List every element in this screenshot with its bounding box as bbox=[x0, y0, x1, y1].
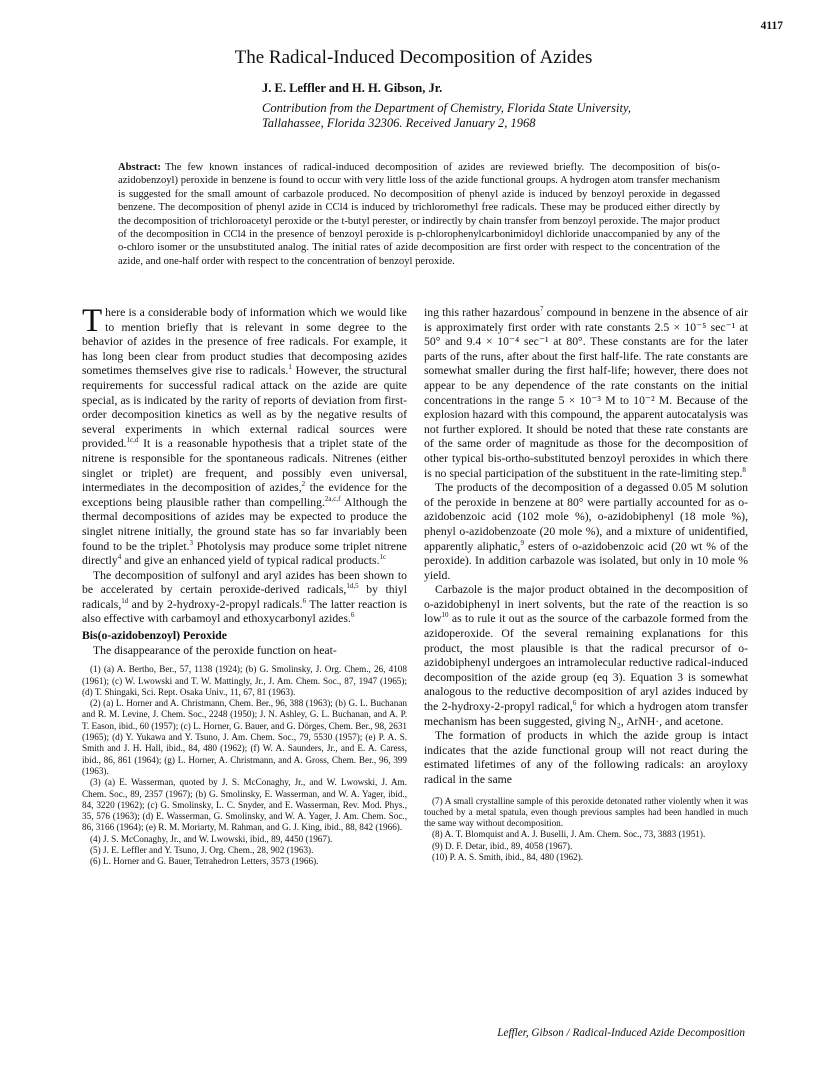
ref-mark: 7 bbox=[539, 305, 544, 314]
footnote: (2) (a) L. Horner and A. Christmann, Chem. Ber., 96, 388 (1963); (b) G. L. Buchanan and R. M. Levine, J. Chem. Soc., 2248 (1950); J. N. Ashley, G. L. Buchanan, and A. P. T. Eason, ibid., 60 (1957); (c) L. Horner, G. Bauer, and G. Dörges, Chem. Ber., 98, 2631 (1965); (d) Y. Yukawa and Y. Tsuno, J. Am. Chem. Soc., 79, 5530 (1957); (e) P. A. S. Smith and J. H. Hall, ibid., 84, 480 (1962); (f) W. A. Saunders, Jr., and E. A. Caress, ibid., 86, 861 (1964); (g) L. Horner, A. Christmann, and A. Gross, Chem. Ber., 96, 399 (1963). bbox=[82, 698, 408, 776]
page-number: 4117 bbox=[760, 20, 783, 32]
ref-mark: 4 bbox=[117, 553, 122, 562]
affiliation-line-1: Contribution from the Department of Chemistry, Florida State University, bbox=[262, 101, 631, 115]
ref-mark: 8 bbox=[742, 465, 746, 474]
footnote: (8) A. T. Blomquist and A. J. Buselli, J. Am. Chem. Soc., 73, 3883 (1951). bbox=[432, 829, 706, 840]
para2-text-2: by thiyl radicals, bbox=[82, 583, 407, 611]
ref-mark: 1c,d bbox=[126, 436, 139, 445]
intro-paragraph-1 bbox=[82, 303, 407, 569]
products-text-2: esters of o-azidobenzoic acid (20 wt % of the peroxide). In addition carbazole was isolated, but only in 10 mole % yield. bbox=[424, 539, 749, 582]
abstract bbox=[118, 161, 720, 268]
ref-mark: 6 bbox=[350, 611, 355, 620]
left-column bbox=[82, 303, 408, 868]
ref-mark: 10 bbox=[441, 611, 449, 620]
right-text-1: ing this rather hazardous bbox=[424, 306, 540, 319]
right-paragraph-1 bbox=[424, 306, 748, 481]
carbazole-text-1: Carbazole is the major product obtained in the decomposition of o-azidobiphenyl in inert solvents, but the rate of the reaction is so low bbox=[424, 583, 748, 626]
products-text-1: The products of the decomposition of a degassed 0.05 M solution of the peroxide in benzene at 80° were partially accounted for as o-azidobenzoic acid (102 mole %), o-azidobiphenyl (18 mole %), phenyl o-azidobenzoate (20 mole %), and a mixture of unidentified, apparently aliphatic, bbox=[424, 481, 748, 553]
right-paragraph-4: The formation of products in which the azide group is intact indicates that the azide functional group will not react during the estimated lifetimes of any of the following radicals: an aroyloxy radical in the same bbox=[424, 729, 748, 786]
ref-mark: 1c bbox=[379, 553, 387, 562]
para2-text-3: and by 2-hydroxy-2-propyl radicals. bbox=[128, 597, 303, 611]
para2-text-4: The latter reaction is also effective with carbamoyl and ethoxycarbonyl azides. bbox=[82, 597, 407, 626]
article-authors: J. E. Leffler and H. H. Gibson, Jr. bbox=[262, 81, 443, 95]
footnote: (9) D. F. Detar, ibid., 89, 4058 (1967). bbox=[432, 840, 573, 851]
carbazole-text-2: as to rule it out as the source of the carbazole formed from the azidoperoxide. Of the several remaining explanations for this product, the most plausible is that the radical precursor of o-azidobiphenyl undergoes an intramolecular reductive radical-induced decomposition of the azide group (eq 3). Equation 3 is somewhat analogous to the reductive decomposition of aryl azides induced by the 2-hydroxy-2-propyl radical, bbox=[424, 612, 748, 714]
intro-text-2: However, the structural requirements for successful radical attack on the azide are quite special, as is indicated by the rarity of reports of deviation from first-order decomposition kinetics as well as by the negative results of several experiments in which external radical sources were provided. bbox=[82, 364, 407, 451]
intro-text-6: Photolysis may produce some triplet nitrene directly bbox=[82, 539, 407, 568]
abstract-text: The few known instances of radical-induced decomposition of azides are reviewed briefly. The decomposition of bis(o-azidobenzoyl) peroxide in benzene is found to occur with very little loss of the azide functional groups. A hydrogen atom transfer mechanism is suggested for the small amount of carbazole produced. No decomposition of phenyl azide is induced by benzoyl peroxide in degassed benzene. The decomposition of phenyl azide in CCl4 is induced by trichloromethyl free radicals. These may be produced either directly by the decomposition of trichloroacetyl peroxide or the t-butyl perester, or indirectly by chain transfer from benzoyl peroxide. The major product of the decomposition in CCl4 in the presence of benzoyl peroxide is p-chlorophenylcarbonimidoyl dichloride unaccompanied by any of the o-chloro isomer or the unsubstituted analog. The initial rates of azide decomposition are first order with respect to the concentration of the azide, and one-half order with respect to the concentration of benzoyl peroxide. bbox=[118, 162, 720, 267]
intro-text-5: Although the thermal decompositions of azides may be expected to produce the singlet nitrene initially, the ground state has so far invariably been found to be the triplet. bbox=[82, 495, 407, 553]
footnote: (5) J. E. Leffler and Y. Tsuno, J. Org. Chem., 28, 902 (1963). bbox=[90, 845, 314, 855]
intro-text-3: It is a reasonable hypothesis that a triplet state of the nitrene is responsible for the spontaneous radicals. Nitrenes (either singlet or triplet) are frequent, and possibly even universal, intermediates in the decomposition of azides, bbox=[82, 437, 407, 495]
footnote: (10) P. A. S. Smith, ibid., 84, 480 (1962). bbox=[432, 852, 584, 863]
footnotes-left bbox=[82, 664, 407, 867]
carbazole-text-3: for which a hydrogen atom transfer mechanism has been suggested, giving N₂, ArNH·, and acetone. bbox=[424, 700, 748, 728]
abstract-label: Abstract: bbox=[118, 162, 161, 173]
ref-mark: 9 bbox=[520, 538, 524, 547]
footnote: (4) J. S. McConaghy, Jr., and W. Lwowski, ibid., 89, 4450 (1967). bbox=[90, 833, 333, 844]
footnotes-right bbox=[424, 796, 748, 864]
intro-text-7: and give an enhanced yield of typical radical products. bbox=[121, 554, 380, 568]
article-affiliation bbox=[262, 101, 762, 131]
ref-mark: 6 bbox=[572, 699, 577, 708]
ref-mark: 6 bbox=[302, 596, 307, 605]
intro-text-1: here is a considerable body of information which we would like to mention briefly that is relevant in some degree to the behavior of azides in the presence of free radicals. For example, it has long been clear from product studies that decomposing azides sometimes themselves give rise to radicals. bbox=[82, 306, 407, 378]
affiliation-line-2: Tallahassee, Florida 32306. Received January 2, 1968 bbox=[262, 116, 536, 130]
right-paragraph-3 bbox=[424, 583, 748, 729]
para2-text-1: The decomposition of sulfonyl and aryl azides has been shown to be accelerated by certain peroxide-derived radicals, bbox=[82, 568, 407, 597]
ref-mark: 2a,c,f bbox=[324, 494, 341, 503]
ref-mark: 2 bbox=[301, 480, 306, 489]
section-heading: Bis(o-azidobenzoyl) Peroxide bbox=[82, 629, 227, 643]
section-paragraph-1: The disappearance of the peroxide function on heat- bbox=[93, 643, 337, 657]
intro-text-4: the evidence for the exceptions being plausible rather than compelling. bbox=[82, 481, 407, 509]
article-title: The Radical-Induced Decomposition of Azides bbox=[234, 47, 593, 68]
right-text-2: compound in benzene in the absence of air is approximately first order with rate constants 2.5 × 10⁻⁵ sec⁻¹ at 50° and 9.4 × 10⁻⁴ sec⁻¹ at 80°. These constants are for the later parts of the runs, after about the first half-life. The rate constants are somewhat smaller during the first half-life; however, there does not appear to be any dependence of the rate constants on the initial concentrations in the range 5 × 10⁻³ M to 10⁻² M. Because of the explosion hazard with this compound, the apparent autocatalysis was not further explored. It should be noted that these rate constants are of the same order of magnitude as those for the decomposition of other typical bis-ortho-substituted benzoyl peroxides in which there is no special participation of the substituent in the rate-limiting step. bbox=[424, 306, 748, 480]
intro-paragraph-2 bbox=[82, 569, 407, 627]
ref-mark: 1 bbox=[288, 363, 292, 372]
running-footer: Leffler, Gibson / Radical-Induced Azide Decomposition bbox=[497, 1027, 745, 1039]
ref-mark: 3 bbox=[189, 538, 193, 547]
footnote: (6) L. Horner and G. Bauer, Tetrahedron Letters, 3573 (1966). bbox=[90, 856, 319, 867]
footnote: (7) A small crystalline sample of this peroxide detonated rather violently when it was touched by a metal spatula, even though previous samples had been handled in much the same way without decomposition. bbox=[424, 795, 748, 829]
ref-mark: 1d bbox=[121, 596, 129, 605]
drop-cap: T bbox=[82, 303, 103, 339]
right-paragraph-2 bbox=[424, 481, 748, 583]
right-column bbox=[424, 306, 748, 863]
footnote: (3) (a) E. Wasserman, quoted by J. S. McConaghy, Jr., and W. Lwowski, J. Am. Chem. Soc., 89, 2357 (1967); (b) G. Smolinsky, E. Wasserman, and W. A. Yager, ibid., 84, 3220 (1962); (c) G. Smolinsky, L. C. Snyder, and E. Wasserman, Rev. Mod. Phys., 35, 576 (1963); (d) E. Wasserman, G. Smolinsky, and W. A. Yager, J. Am. Chem. Soc., 86, 3166 (1964); (e) R. M. Moriarty, M. Rahman, and G. J. King, ibid., 88, 842 (1966). bbox=[82, 777, 407, 833]
footnote: (1) (a) A. Bertho, Ber., 57, 1138 (1924); (b) G. Smolinsky, J. Org. Chem., 26, 4108 (1961); (c) W. Lwowski and T. W. Mattingly, Jr., J. Am. Chem. Soc., 87, 1947 (1965); (d) T. Shingaki, Sci. Rept. Osaka Univ., 11, 67, 81 (1963). bbox=[82, 664, 407, 697]
ref-mark: 1d,5 bbox=[346, 582, 359, 591]
